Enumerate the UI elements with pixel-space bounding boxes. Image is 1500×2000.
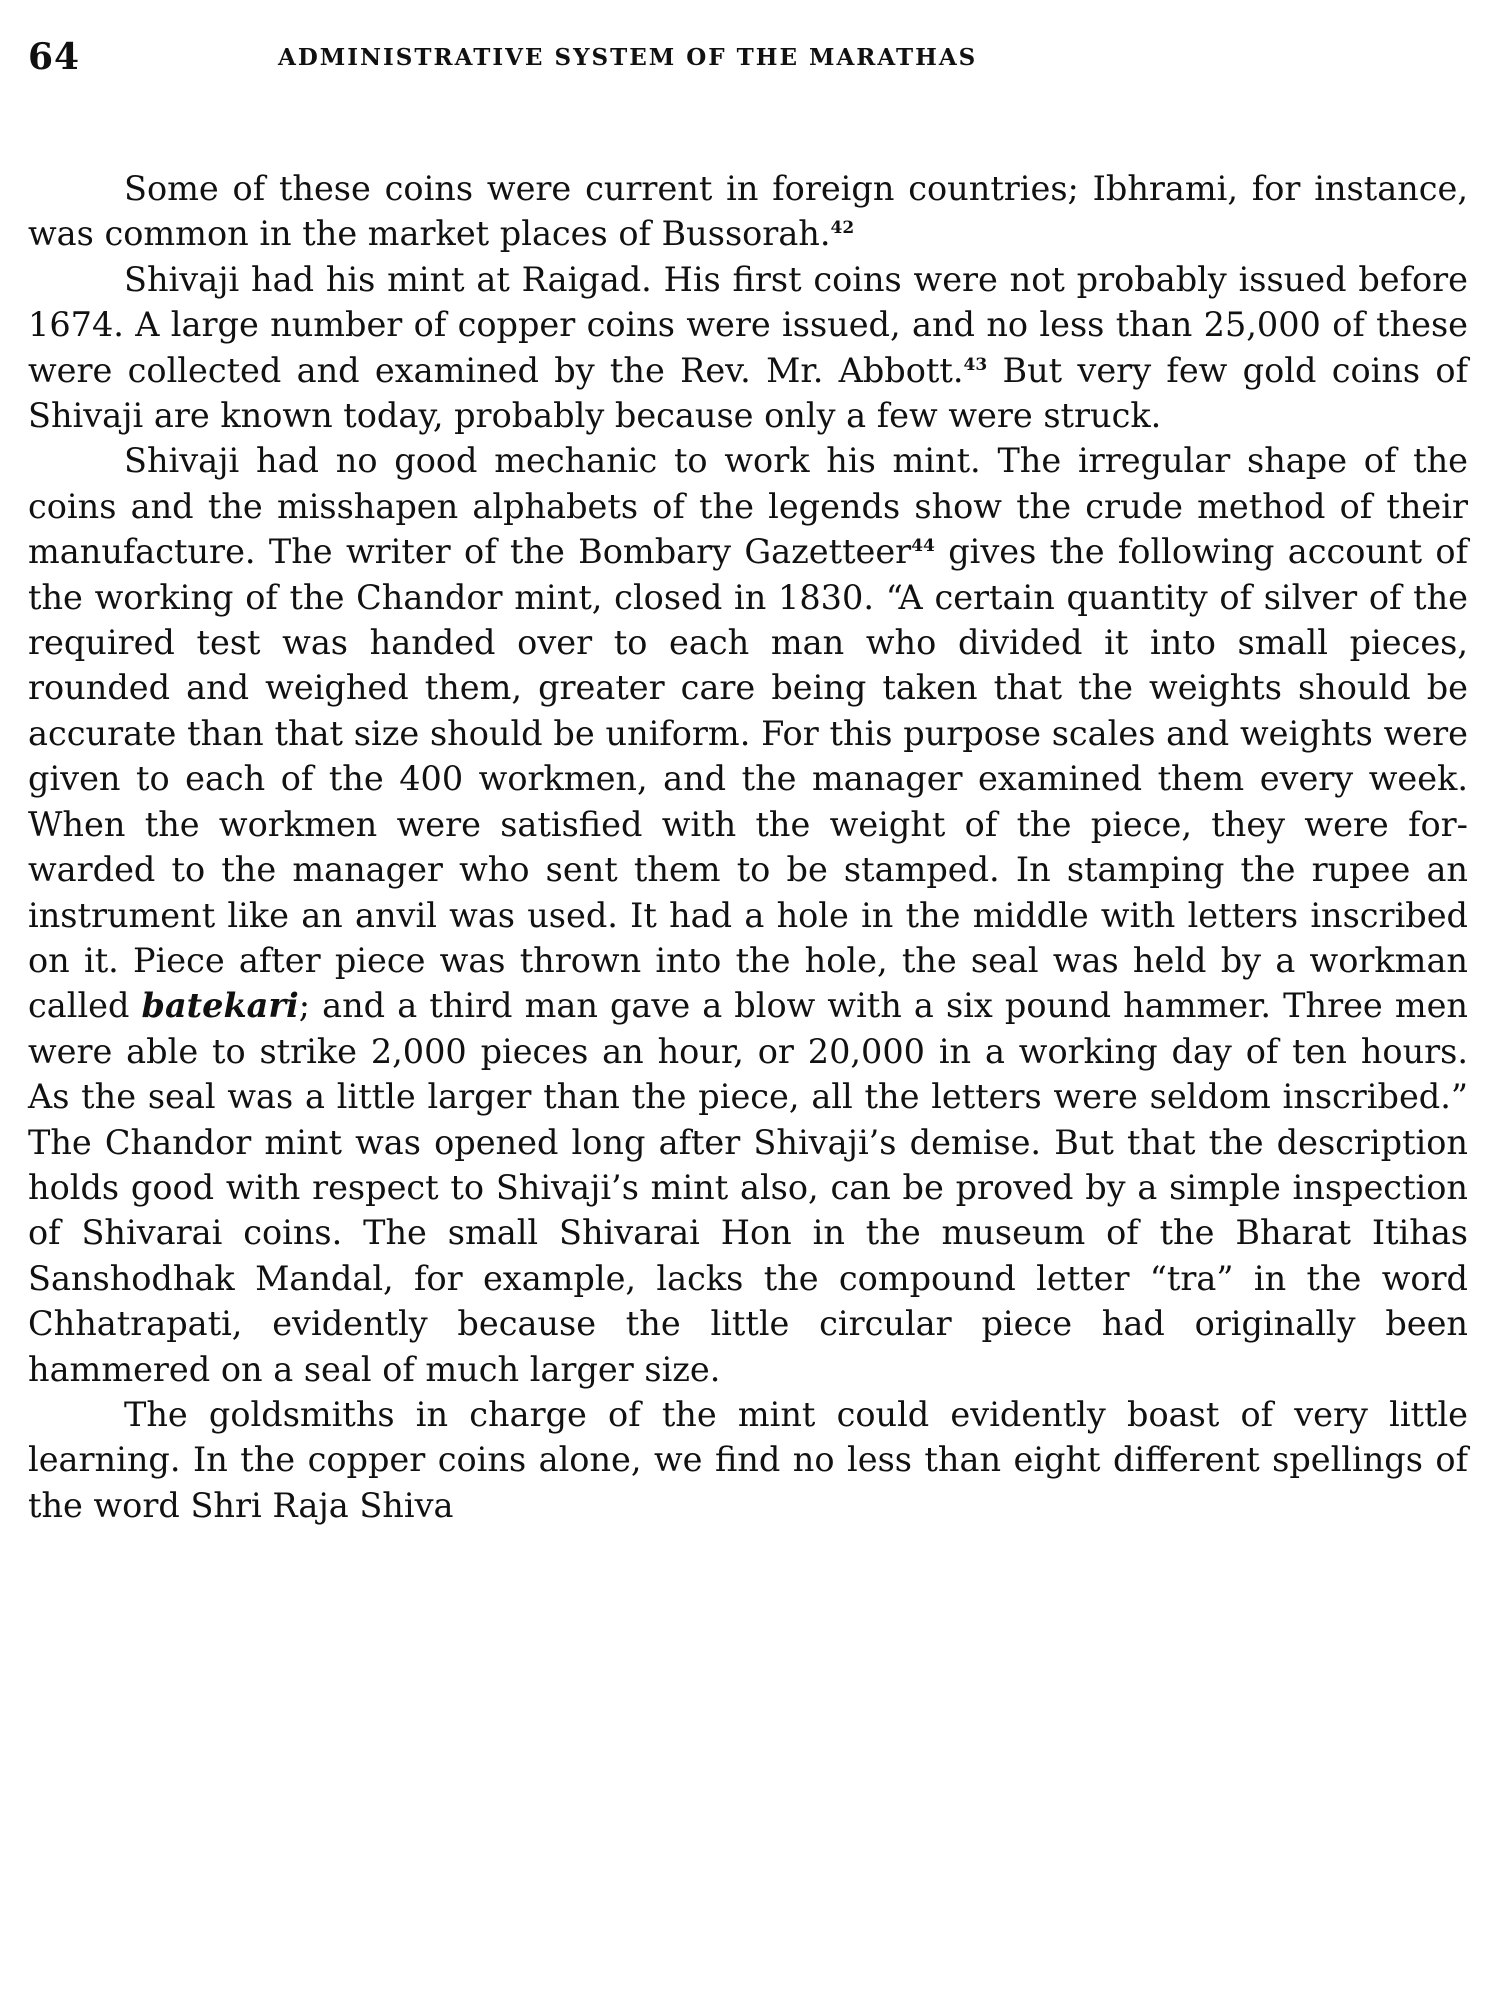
running-title: ADMINISTRATIVE SYSTEM OF THE MARATHAS bbox=[278, 44, 978, 71]
paragraph-text: Some of these coins were current in foreign countries; Ibhrami, for instance, was common in the market places of Bussorah. bbox=[28, 169, 1468, 254]
paragraph-text: But very few gold coins of Shivaji are known today, probably because only a few were struck. bbox=[28, 350, 1469, 436]
paragraph-text: Shivaji had no good mechanic to work his mint. The irregular shape of the coins and the misshapen alphabets of the legends show the crude method of their manufacture. The writer of the Bombary Gazetteer bbox=[28, 441, 1468, 572]
paragraph-raigad-mint bbox=[28, 257, 1468, 439]
footnote-marker-44: 44 bbox=[911, 536, 935, 557]
footnote-marker-42: 42 bbox=[830, 218, 855, 239]
paragraph-chandor-mint bbox=[28, 438, 1468, 1392]
paragraph-text: gives the following account of the working of the Chandor mint, closed in 1830. “A certain quantity of silver of the required test was handed over to each man who divided it into small pieces, rounded and weighed them, greater care being taken that the weights should be accurate than that size should be uniform. For this purpose scales and weights were given to each of the 400 workmen, and the manager examined them every week. When the workmen were satisfied with the weight of the piece, they were forwarded to the manager who sent them to be stamped. In stamping the rupee an instrument like an anvil was used. It had a hole in the middle with letters inscribed on it. Piece after piece was thrown into the hole, the seal was held by a workman called bbox=[28, 532, 1468, 1026]
paragraph-goldsmiths bbox=[28, 1392, 1468, 1528]
paragraph-text: Shivaji had his mint at Raigad. His first coins were not probably issued before 1674. A large number of copper coins were issued, and no less than 25,000 of these were collected and examined by the Rev. Mr. Abbott. bbox=[28, 259, 1468, 390]
book-page bbox=[28, 36, 1468, 1976]
paragraph-text: The goldsmiths in charge of the mint could evidently boast of very little learning. In the copper coins alone, we find no less than eight different spellings of the word Shri Raja Shiva bbox=[28, 1394, 1468, 1525]
footnote-marker-43: 43 bbox=[963, 354, 988, 375]
body-text bbox=[28, 166, 1468, 1528]
page-number: 64 bbox=[28, 36, 81, 78]
italic-term-batekari: batekari bbox=[141, 986, 299, 1026]
paragraph-text: ; and a third man gave a blow with a six pound hammer. Three men were able to strike 2,000 pieces an hour, or 20,000 in a working day of ten hours. As the seal was a little larger than the piece, all the letters were seldom inscribed.” The Chandor mint was opened long after Shivaji’s demise. But that the description holds good with respect to Shivaji’s mint also, can be proved by a simple inspection of Shivarai coins. The small Shivarai Hon in the museum of the Bharat Itihas Sanshodhak Mandal, for example, lacks the compound letter “tra” in the word Chhatrapati, evidently because the little circular piece had originally been hammered on a seal of much larger size. bbox=[28, 986, 1468, 1389]
running-head bbox=[28, 36, 1468, 96]
paragraph-foreign-coins bbox=[28, 166, 1468, 257]
